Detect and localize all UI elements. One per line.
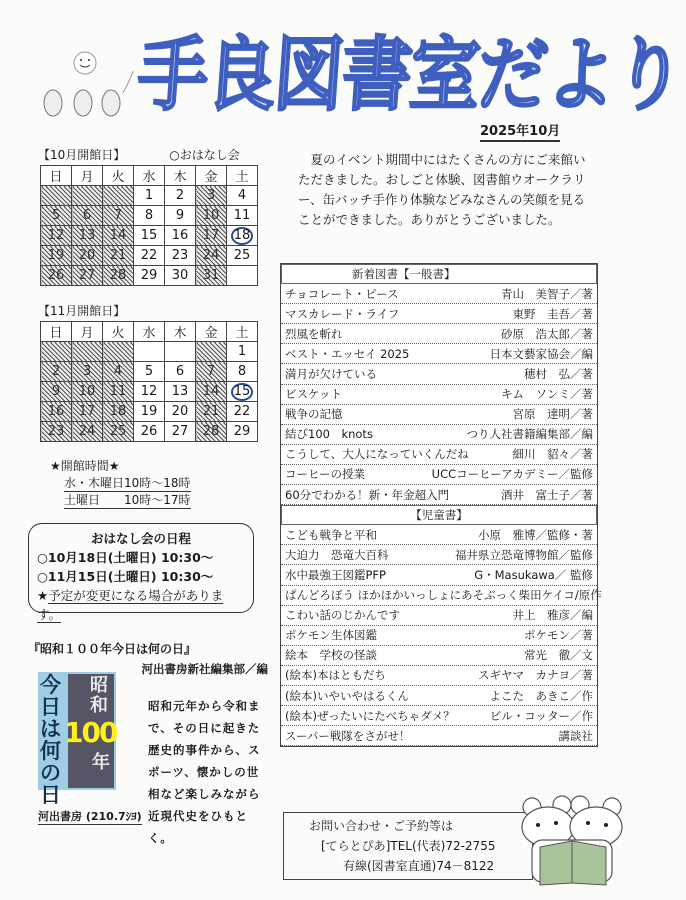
contact-phone-direct: 有線(図書室直通)74－8122: [343, 859, 495, 873]
day-number: 10: [202, 208, 220, 223]
book-title: チョコレート・ピース: [285, 286, 399, 301]
book-author: よこた あきこ／作: [489, 688, 593, 703]
day-number: 24: [78, 424, 96, 439]
closed-day-cell: [72, 402, 103, 422]
day-number: 5: [51, 208, 61, 223]
new-books-list: [280, 263, 602, 747]
closed-day-cell: [72, 382, 103, 402]
book-row: [281, 666, 597, 686]
day-number: 2: [51, 364, 61, 379]
general-books-heading: 新着図書【一般書】: [352, 267, 456, 282]
book-title: こわい話のじかんです: [285, 608, 400, 623]
day-number: 9: [51, 384, 61, 399]
open-day-cell: [227, 246, 258, 266]
open-day-cell: [134, 422, 165, 442]
day-number: 26: [140, 424, 158, 439]
weekday-header: 土: [227, 166, 258, 186]
open-day-cell: [165, 402, 196, 422]
day-number: 9: [175, 208, 185, 223]
book-author: 井上 雅彦／編: [512, 608, 593, 623]
book-author: G・Masukawa／ 監修: [474, 567, 593, 582]
closed-day-cell: [72, 206, 103, 226]
closed-day-cell: [41, 186, 72, 206]
closed-day-cell: [196, 186, 227, 206]
book-author: 宮原 達明／著: [512, 407, 593, 422]
book-title: ビスケット: [285, 387, 342, 402]
open-day-cell: [227, 422, 258, 442]
weekday-header: 月: [72, 166, 103, 186]
book-title: コーヒーの授業: [285, 467, 366, 482]
day-number: 5: [144, 364, 154, 379]
day-number: 21: [109, 248, 127, 263]
closed-day-cell: [103, 226, 134, 246]
calendar-week: [41, 266, 258, 286]
weekday-header: 金: [196, 322, 227, 342]
book-author: 小原 雅博／監修・著: [478, 527, 593, 542]
book-author: つり人社書籍編集部／編: [466, 427, 593, 442]
closed-day-cell: [103, 186, 134, 206]
featured-book-title: 『昭和１００年今日は何の日』: [28, 642, 197, 656]
children-books-heading: 【児童書】: [410, 508, 468, 523]
november-calendar-label: 【11月開館日】: [38, 304, 126, 318]
day-number: 12: [140, 384, 158, 399]
children-books-header: [281, 505, 597, 525]
closed-day-cell: [72, 186, 103, 206]
closed-day-cell: [196, 362, 227, 382]
book-row: [281, 646, 597, 666]
storytime-schedule-box: [28, 523, 254, 622]
closed-day-cell: [41, 342, 72, 362]
weekday-header: 月: [72, 322, 103, 342]
book-row: [281, 606, 597, 626]
opening-hours-weekday: 水・木曜日10時～18時: [64, 476, 191, 490]
book-title: 絵本 学校の怪談: [285, 648, 377, 663]
contact-box: [283, 812, 533, 880]
open-day-cell: [134, 266, 165, 286]
closed-day-cell: [41, 226, 72, 246]
book-row: [281, 686, 597, 706]
open-day-cell: [134, 362, 165, 382]
day-number: 11: [233, 208, 251, 223]
book-title: マスカレード・ライフ: [285, 306, 400, 321]
day-number: 13: [171, 384, 189, 399]
book-author: 常光 徹／文: [524, 648, 593, 663]
book-row: [281, 445, 597, 465]
featured-book-description: 昭和元年から令和まで、その日に起きた歴史的事件から、スポーツ、懐かしの世相など楽しみながら近現代史をひもとく。: [148, 699, 261, 845]
storytime-date: ○11月15日(土曜日) 10:30～: [37, 569, 214, 584]
storytime-day-circle: 18: [231, 227, 253, 245]
day-number: 17: [78, 404, 96, 419]
book-title: 結び100 knots: [285, 427, 373, 442]
book-author: 砂原 浩太郎／著: [501, 326, 593, 341]
intro-paragraph: 夏のイベント期間中にはたくさんの方にご来館いただきました。おしごと体験、図書館ウオークラリー、缶バッチ手作り体験などみなさんの笑顔を見ることができました。ありがとうございました。: [298, 152, 586, 227]
calendar-week: [41, 206, 258, 226]
book-author: キム ソンミ／著: [501, 387, 593, 402]
open-day-cell: [227, 226, 258, 246]
day-number: 16: [47, 404, 65, 419]
book-title: 満月が欠けている: [285, 367, 377, 382]
weekday-header: 火: [103, 166, 134, 186]
closed-day-cell: [196, 342, 227, 362]
book-author: 柴田ケイコ/原作: [518, 588, 602, 603]
weekday-header: 日: [41, 166, 72, 186]
calendar-week: [41, 382, 258, 402]
day-number: 23: [47, 424, 65, 439]
closed-day-cell: [72, 246, 103, 266]
closed-day-cell: [41, 246, 72, 266]
closed-day-cell: [103, 402, 134, 422]
book-author: UCCコーヒーアカデミー／監修: [431, 467, 593, 482]
book-title: (絵本)本はともだち: [285, 668, 386, 683]
calendar-week: [41, 226, 258, 246]
storytime-title: おはなし会の日程: [90, 531, 191, 546]
day-number: 25: [109, 424, 127, 439]
open-day-cell: [165, 362, 196, 382]
cover-nen: 年: [92, 752, 110, 773]
calendar-week: [41, 186, 258, 206]
closed-day-cell: [72, 226, 103, 246]
book-row: [281, 304, 597, 324]
book-author: 細川 貂々／著: [512, 447, 593, 462]
day-number: 3: [206, 188, 216, 203]
book-row: [281, 405, 597, 425]
book-row: [281, 545, 597, 565]
book-row: [281, 284, 597, 304]
open-day-cell: [165, 422, 196, 442]
book-title: 大迫力 恐竜大百科: [285, 547, 389, 562]
closed-day-cell: [72, 342, 103, 362]
book-title: 60分でわかる！新・年金超入門: [285, 487, 450, 502]
closed-day-cell: [196, 206, 227, 226]
weekday-header: 火: [103, 322, 134, 342]
open-day-cell: [165, 226, 196, 246]
day-number: 23: [171, 248, 189, 263]
day-number: 25: [233, 248, 251, 263]
open-day-cell: [227, 402, 258, 422]
day-number: 1: [144, 188, 154, 203]
day-number: 22: [140, 248, 158, 263]
newsletter-title: 手良図書室だより: [134, 27, 686, 123]
weekday-header: 土: [227, 322, 258, 342]
book-row: [281, 485, 597, 505]
storytime-legend: ○おはなし会: [169, 148, 240, 162]
closed-day-cell: [196, 382, 227, 402]
book-row: [281, 324, 597, 344]
issue-date: 2025年10月: [480, 124, 560, 142]
day-number: 6: [175, 364, 185, 379]
day-number: 18: [109, 404, 127, 419]
opening-hours-title: ★開館時間★: [50, 459, 120, 473]
storytime-note: 予定が変更になる場合があります。: [37, 588, 224, 622]
closed-day-cell: [103, 246, 134, 266]
day-number: 26: [47, 268, 65, 283]
closed-day-cell: [103, 362, 134, 382]
book-title: ポケモン生体図鑑: [285, 628, 377, 643]
weekday-header: 水: [134, 322, 165, 342]
opening-hours: [50, 458, 191, 509]
book-title: こうして、大人になっていくんだね: [285, 447, 469, 462]
open-day-cell: [134, 206, 165, 226]
book-row: [281, 565, 597, 585]
book-title: こども戦争と平和: [285, 527, 377, 542]
day-number: 2: [175, 188, 185, 203]
weekday-header: 日: [41, 322, 72, 342]
day-number: 16: [171, 228, 189, 243]
general-books-header: [281, 264, 597, 284]
open-day-cell: [227, 266, 258, 286]
book-row: [281, 425, 597, 445]
day-number: 8: [237, 364, 247, 379]
contact-intro: お問い合わせ・ご予約等は: [309, 819, 454, 833]
star-icon: ★: [37, 588, 49, 603]
book-author: 穂村 弘／著: [524, 367, 593, 382]
day-number: 15: [140, 228, 158, 243]
closed-day-cell: [41, 362, 72, 382]
closed-day-cell: [72, 362, 103, 382]
open-day-cell: [165, 206, 196, 226]
book-title: スーパー戦隊をさがせ！: [285, 728, 411, 743]
day-number: 29: [140, 268, 158, 283]
calendar-week: [41, 246, 258, 266]
day-number: 27: [78, 268, 96, 283]
day-number: 24: [202, 248, 220, 263]
open-day-cell: [165, 342, 196, 362]
book-row: [281, 525, 597, 545]
open-day-cell: [134, 382, 165, 402]
cover-100: 100: [64, 716, 117, 749]
day-number: 28: [109, 268, 127, 283]
book-row: [281, 726, 597, 746]
day-number: 4: [237, 188, 247, 203]
calendar-week: [41, 362, 258, 382]
closed-day-cell: [103, 206, 134, 226]
october-calendar-label: 【10月開館日】: [38, 148, 126, 162]
bears-reading-illustration: [510, 795, 635, 885]
day-number: 3: [82, 364, 92, 379]
weekday-header: 木: [165, 166, 196, 186]
day-number: 20: [78, 248, 96, 263]
open-day-cell: [165, 246, 196, 266]
day-number: 22: [233, 404, 251, 419]
book-author: スギヤマ カナヨ／著: [478, 668, 593, 683]
book-author: 酒井 富士子／著: [501, 487, 593, 502]
book-row: [281, 586, 602, 606]
open-day-cell: [134, 186, 165, 206]
day-number: 19: [47, 248, 65, 263]
day-number: 1: [237, 344, 247, 359]
closed-day-cell: [103, 382, 134, 402]
closed-day-cell: [103, 266, 134, 286]
book-row: [281, 626, 597, 646]
cover-showa: 昭和: [90, 675, 108, 716]
open-day-cell: [227, 206, 258, 226]
book-row: [281, 364, 597, 384]
closed-day-cell: [41, 266, 72, 286]
open-day-cell: [165, 382, 196, 402]
calendar-week: [41, 342, 258, 362]
calendar-week: [41, 402, 258, 422]
day-number: 7: [113, 208, 123, 223]
open-day-cell: [165, 266, 196, 286]
book-title: (絵本)ぜったいにたべちゃダメ？: [285, 708, 455, 723]
day-number: 19: [140, 404, 158, 419]
book-author: 日本文藝家協会／編: [489, 346, 593, 361]
book-cover-image: [38, 672, 117, 807]
book-author: 講談社: [558, 728, 593, 743]
book-row: [281, 385, 597, 405]
open-day-cell: [227, 342, 258, 362]
featured-book-editor: 河出書房新社編集部／編: [141, 662, 268, 676]
book-title: (絵本)いやいやはるくん: [285, 688, 409, 703]
october-calendar-table: [40, 165, 258, 286]
book-row: [281, 465, 597, 485]
book-row: [281, 344, 597, 364]
closed-day-cell: [41, 402, 72, 422]
day-number: 17: [202, 228, 220, 243]
book-title: 戦争の記憶: [285, 407, 343, 422]
open-day-cell: [134, 226, 165, 246]
closed-day-cell: [72, 266, 103, 286]
day-number: 6: [82, 208, 92, 223]
day-number: 14: [202, 384, 220, 399]
book-author: ビル・コッター／作: [489, 708, 593, 723]
open-day-cell: [134, 342, 165, 362]
moon-and-insects-musicians-illustration: [35, 48, 135, 123]
day-number: 11: [109, 384, 127, 399]
book-author: ポケモン／著: [524, 628, 593, 643]
day-number: 20: [171, 404, 189, 419]
storytime-date: ○10月18日(土曜日) 10:30～: [37, 550, 214, 565]
open-day-cell: [227, 186, 258, 206]
cover-title: 今日は何の日: [40, 673, 61, 807]
book-title: ベスト・エッセイ 2025: [285, 346, 410, 361]
book-title: 烈風を斬れ: [285, 326, 343, 341]
day-number: 8: [144, 208, 154, 223]
day-number: 21: [202, 404, 220, 419]
closed-day-cell: [72, 422, 103, 442]
weekday-header: 水: [134, 166, 165, 186]
closed-day-cell: [41, 206, 72, 226]
day-number: 28: [202, 424, 220, 439]
book-title: ぱんどろぼう ほかほかいっしょにあそぶっく: [285, 588, 519, 603]
open-day-cell: [165, 186, 196, 206]
storytime-day-circle: 15: [231, 383, 253, 401]
opening-hours-saturday: 土曜日 10時～17時: [64, 493, 191, 507]
october-calendar: [38, 148, 258, 286]
closed-day-cell: [196, 422, 227, 442]
calendar-week: [41, 422, 258, 442]
day-number: 4: [113, 364, 123, 379]
contact-phone-main: [てらとぴあ]TEL(代表)72-2755: [321, 839, 496, 853]
featured-book-publisher: 河出書房 (210.7ｼﾖ): [38, 810, 142, 823]
closed-day-cell: [103, 342, 134, 362]
closed-day-cell: [196, 226, 227, 246]
book-title: 水中最強王図鑑PFP: [285, 567, 386, 582]
day-number: 29: [233, 424, 251, 439]
day-number: 27: [171, 424, 189, 439]
closed-day-cell: [196, 402, 227, 422]
weekday-header: 木: [165, 322, 196, 342]
open-day-cell: [134, 246, 165, 266]
closed-day-cell: [196, 246, 227, 266]
book-row: [281, 706, 597, 726]
closed-day-cell: [41, 382, 72, 402]
november-calendar-table: [40, 321, 258, 442]
day-number: 14: [109, 228, 127, 243]
day-number: 12: [47, 228, 65, 243]
weekday-header: 金: [196, 166, 227, 186]
book-author: 青山 美智子／著: [501, 286, 593, 301]
closed-day-cell: [196, 266, 227, 286]
closed-day-cell: [103, 422, 134, 442]
open-day-cell: [227, 362, 258, 382]
day-number: 7: [206, 364, 216, 379]
book-author: 福井県立恐竜博物館／監修: [455, 547, 593, 562]
open-day-cell: [134, 402, 165, 422]
book-author: 東野 圭吾／著: [512, 306, 593, 321]
day-number: 30: [171, 268, 189, 283]
november-calendar: [38, 304, 258, 442]
day-number: 13: [78, 228, 96, 243]
day-number: 31: [202, 268, 220, 283]
open-day-cell: [227, 382, 258, 402]
day-number: 10: [78, 384, 96, 399]
closed-day-cell: [41, 422, 72, 442]
